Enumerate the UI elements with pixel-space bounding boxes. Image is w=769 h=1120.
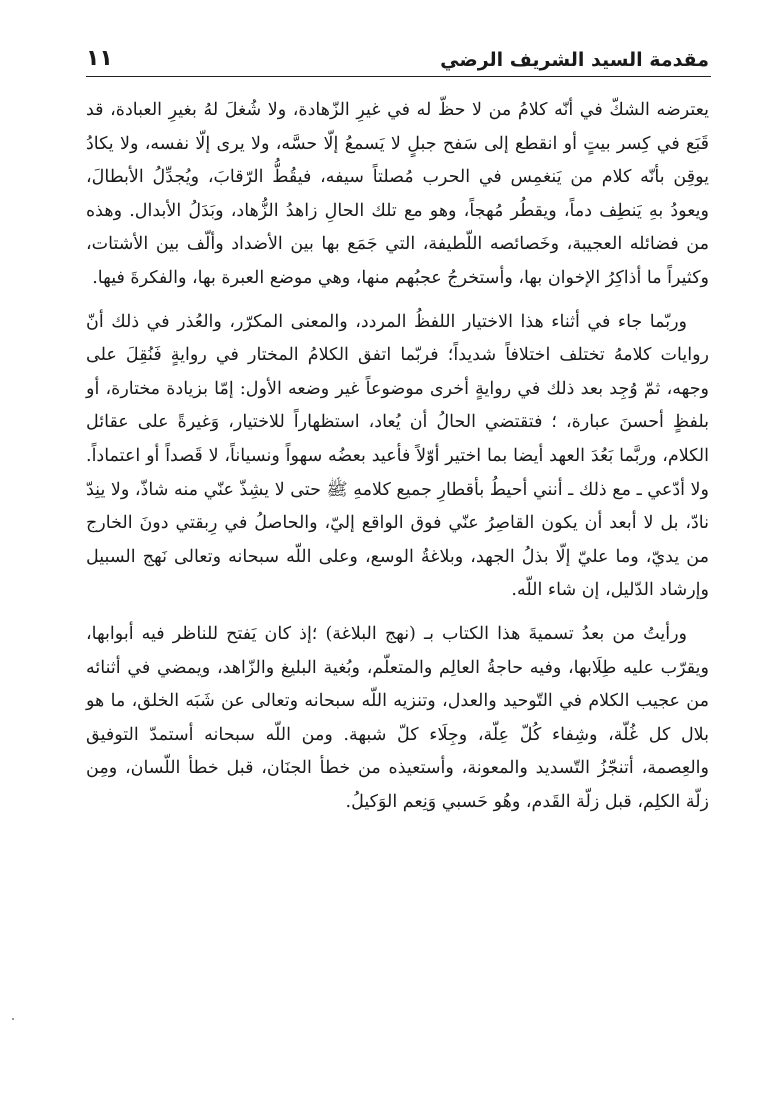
header-rule (86, 76, 711, 77)
paragraph-3: ورأيتُ من بعدُ تسميةَ هذا الكتاب بـ (نهج البلاغة) ؛إذ كان يَفتح للناظر فيه أبوابها، ويقرّب عليه طِلَابها، وفيه حاجةُ العالِم والمتعلّم، وبُغية البليغ والزّاهد، ويمضي في أثنائه من عجيب الكلام في التّوحيد والعدل، وتنزيه اللّه سبحانه وتعالى عن شَبَه الخلق، ما هو بلال كل غُلّة، وشِفاء كُلّ عِلّة، وجِلَاء كلّ شبهة. ومن اللّه سبحانه أستمدّ التوفيق والعِصمة، أتنجّزُ التّسديد والمعونة، وأستعيذه من خطأ الجنَان، قبل خطأ اللّسان، ومِن زلّة الكلِم، قبل زلّة القَدم، وهُو حَسبي وَنِعم الوَكيلُ. (86, 623, 709, 812)
paragraph-1: يعترضه الشكّ في أنّه كلامُ من لا حظّ له في غيرِ الزّهادة، ولا شُغلَ لهُ بغيرِ العبادة، قد قَبَع في كِسر بيتٍ أو انقطع إلى سَفح جبلٍ لا يَسمعُ إلّا حسَّه، ولا يرى إلّا نفسه، ولا يكادُ يوقِن بأنّه كلام من يَنغمِس في الحرب مُصلتاً سيفه، فيقُطُّ الرّقابَ، ويُجدِّلُ الأبطالَ، ويعودُ بهِ يَنطِف دماً، ويقطُر مُهجاً، وهو مع تلك الحالِ زاهدُ الزُّهاد، وبَدَلُ الأبدال. وهذه من فضائله العجيبة، وخَصائصه اللّطيفة، التي جَمَع بها بين الأضداد وألّف بين الأشتات، وكثيراً ما أذاكِرُ الإخوان بها، وأستخرجُ عجبُهم منها، وهي موضع العبرة بها، والفكرةَ فيها. (86, 100, 709, 288)
running-title: مقدمة السيد الشريف الرضي (440, 49, 709, 71)
page-header (86, 34, 709, 70)
scan-speck (12, 1018, 14, 1020)
body-text (86, 94, 709, 829)
page-number: ١١ (86, 46, 113, 71)
paragraph-2: وربّما جاء في أثناء هذا الاختيار اللفظُ المردد، والمعنى المكرّر، والعُذر في ذلك أنّ روايات كلامهُ تختلف اختلافاً شديداً؛ فربّما اتفق الكلامُ المختار في روايةٍ فَنُقِلَ على وجهه، ثمّ وُجِد بعد ذلك في روايةٍ أخرى موضوعاً غير وضعه الأول: إمّا بزيادة مختارة، أو بلفظٍ أحسنَ عبارة، ؛ فتقتضي الحالُ أن يُعاد، استظهاراً للاختيار، وَغيرةً على عقائل الكلام، وربَّما بَعُدَ العهد أيضا بما اختير أوّلاً فأعيد بعضُه سهواً ونسياناً، لا قَصداً أو اعتماداً. ولا أدّعي ـ مع ذلك ـ أنني أحيطُ بأقطارِ جميع كلامهِ ﷺ حتى لا يشِذّ عنّي منه شاذّ، ولا ينِدّ نادّ، بل لا أبعد أن يكون القاصِرُ عنّي فوق الواقع إليّ، والحاصلُ في رِبقتي دونَ الخارج من يديّ، وما عليّ إلّا بذلُ الجهد، وبلاغةُ الوسع، وعلى اللّه سبحانه وتعالى نَهج السبيل وإرشاد الدّليل، إن شاء اللّه. (86, 311, 709, 601)
